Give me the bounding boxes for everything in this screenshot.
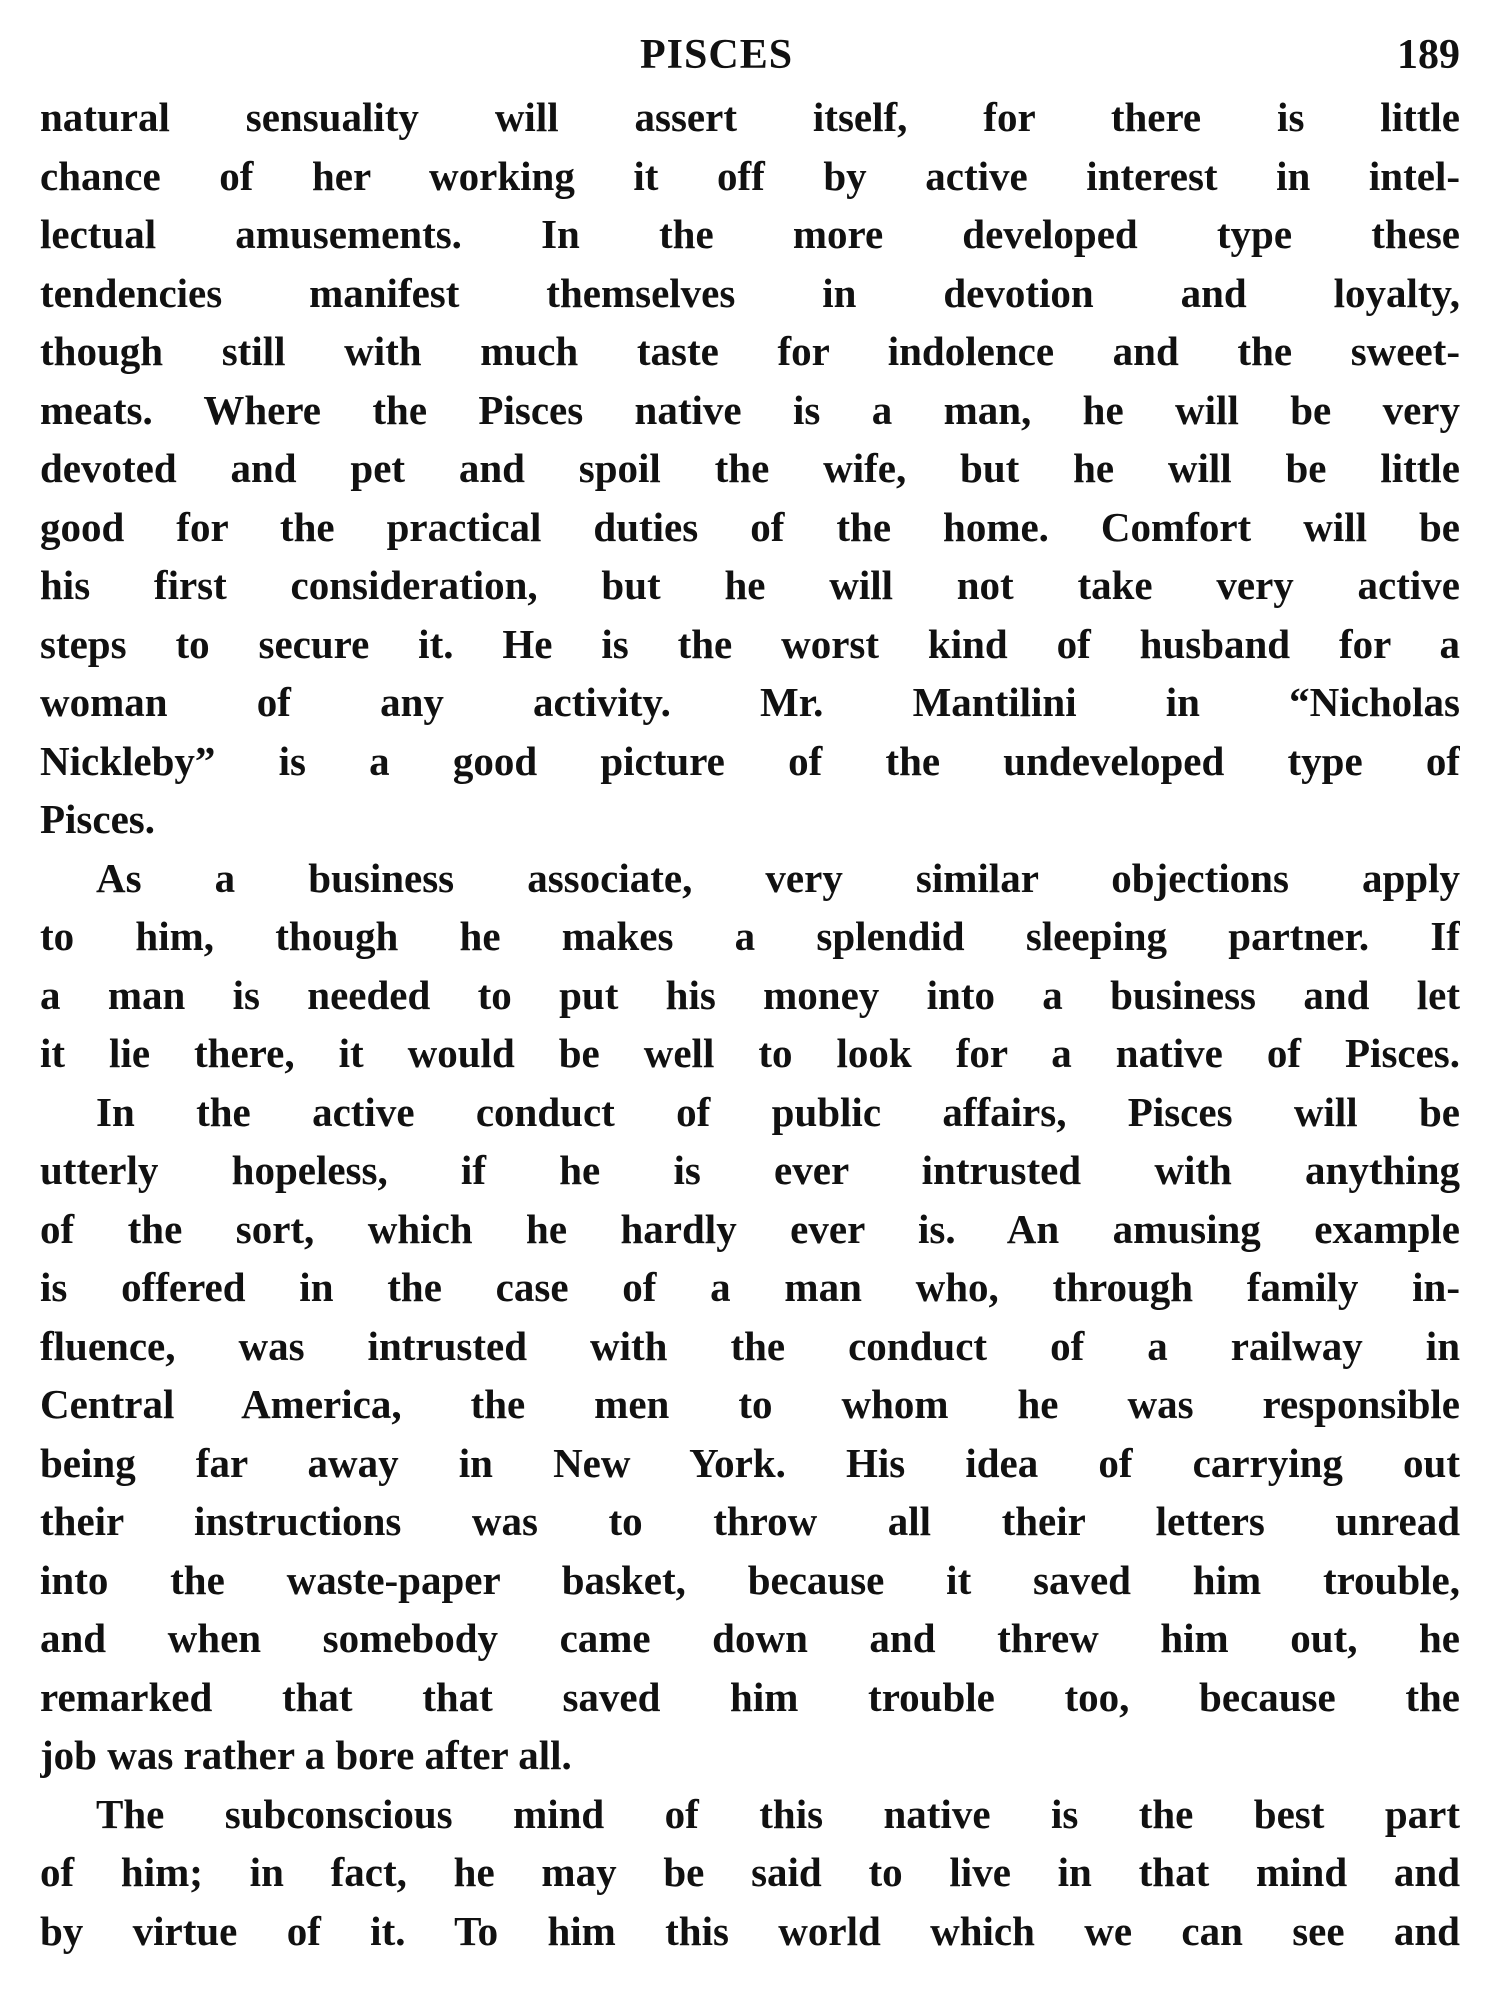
text-line: and when somebody came down and threw him out, he <box>40 1615 1460 1661</box>
text-line: The subconscious mind of this native is the best part <box>96 1790 1460 1837</box>
text-line: woman of any activity. Mr. Mantilini in “Nicholas <box>40 679 1460 725</box>
text-line: a man is needed to put his money into a business and let <box>40 971 1460 1018</box>
text-line: being far away in New York. His idea of carrying out <box>40 1439 1460 1486</box>
text-line: good for the practical duties of the home. Comfort will be <box>40 503 1460 550</box>
paragraph-2 <box>40 849 1460 1083</box>
text-line: chance of her working it off by active interest in intel- <box>40 152 1460 199</box>
chapter-title: PISCES <box>640 32 794 78</box>
paragraph-1 <box>40 88 1460 849</box>
text-line: is offered in the case of a man who, through family in- <box>40 1264 1460 1310</box>
text-line: lectual amusements. In the more developed type these <box>40 211 1460 257</box>
text-line: into the waste-paper basket, because it saved him trouble, <box>40 1556 1460 1603</box>
text-line: In the active conduct of public affairs, Pisces will be <box>96 1088 1460 1135</box>
text-line: remarked that that saved him trouble too, because the <box>40 1673 1460 1720</box>
text-line: Pisces. <box>40 796 155 842</box>
text-line: of the sort, which he hardly ever is. An amusing example <box>40 1205 1460 1252</box>
page-number: 189 <box>1397 32 1460 78</box>
text-line: their instructions was to throw all their letters unread <box>40 1498 1460 1544</box>
text-line: by virtue of it. To him this world which we can see and <box>40 1907 1460 1954</box>
paragraph-3 <box>40 1083 1460 1785</box>
text-line: it lie there, it would be well to look for a native of Pisces. <box>40 1030 1460 1076</box>
paragraph-4 <box>40 1785 1460 1961</box>
text-line: job was rather a bore after all. <box>40 1732 572 1778</box>
body-text <box>40 88 1460 1960</box>
text-line: tendencies manifest themselves in devotion and loyalty, <box>40 269 1460 316</box>
text-line: steps to secure it. He is the worst kind of husband for a <box>40 620 1460 667</box>
text-line: though still with much taste for indolence and the sweet- <box>40 328 1460 374</box>
text-line: of him; in fact, he may be said to live in that mind and <box>40 1849 1460 1895</box>
text-line: utterly hopeless, if he is ever intrusted with anything <box>40 1147 1460 1193</box>
text-line: As a business associate, very similar objections apply <box>96 854 1460 901</box>
text-line: Nickleby” is a good picture of the undeveloped type of <box>40 737 1460 784</box>
text-line: meats. Where the Pisces native is a man, he will be very <box>40 386 1460 433</box>
text-line: to him, though he makes a splendid sleeping partner. If <box>40 913 1460 959</box>
running-head <box>40 22 1460 88</box>
book-page <box>40 22 1460 1960</box>
text-line: natural sensuality will assert itself, for there is little <box>40 94 1460 140</box>
text-line: Central America, the men to whom he was responsible <box>40 1381 1460 1427</box>
text-line: fluence, was intrusted with the conduct of a railway in <box>40 1322 1460 1369</box>
text-line: his first consideration, but he will not take very active <box>40 562 1460 608</box>
text-line: devoted and pet and spoil the wife, but he will be little <box>40 445 1460 491</box>
